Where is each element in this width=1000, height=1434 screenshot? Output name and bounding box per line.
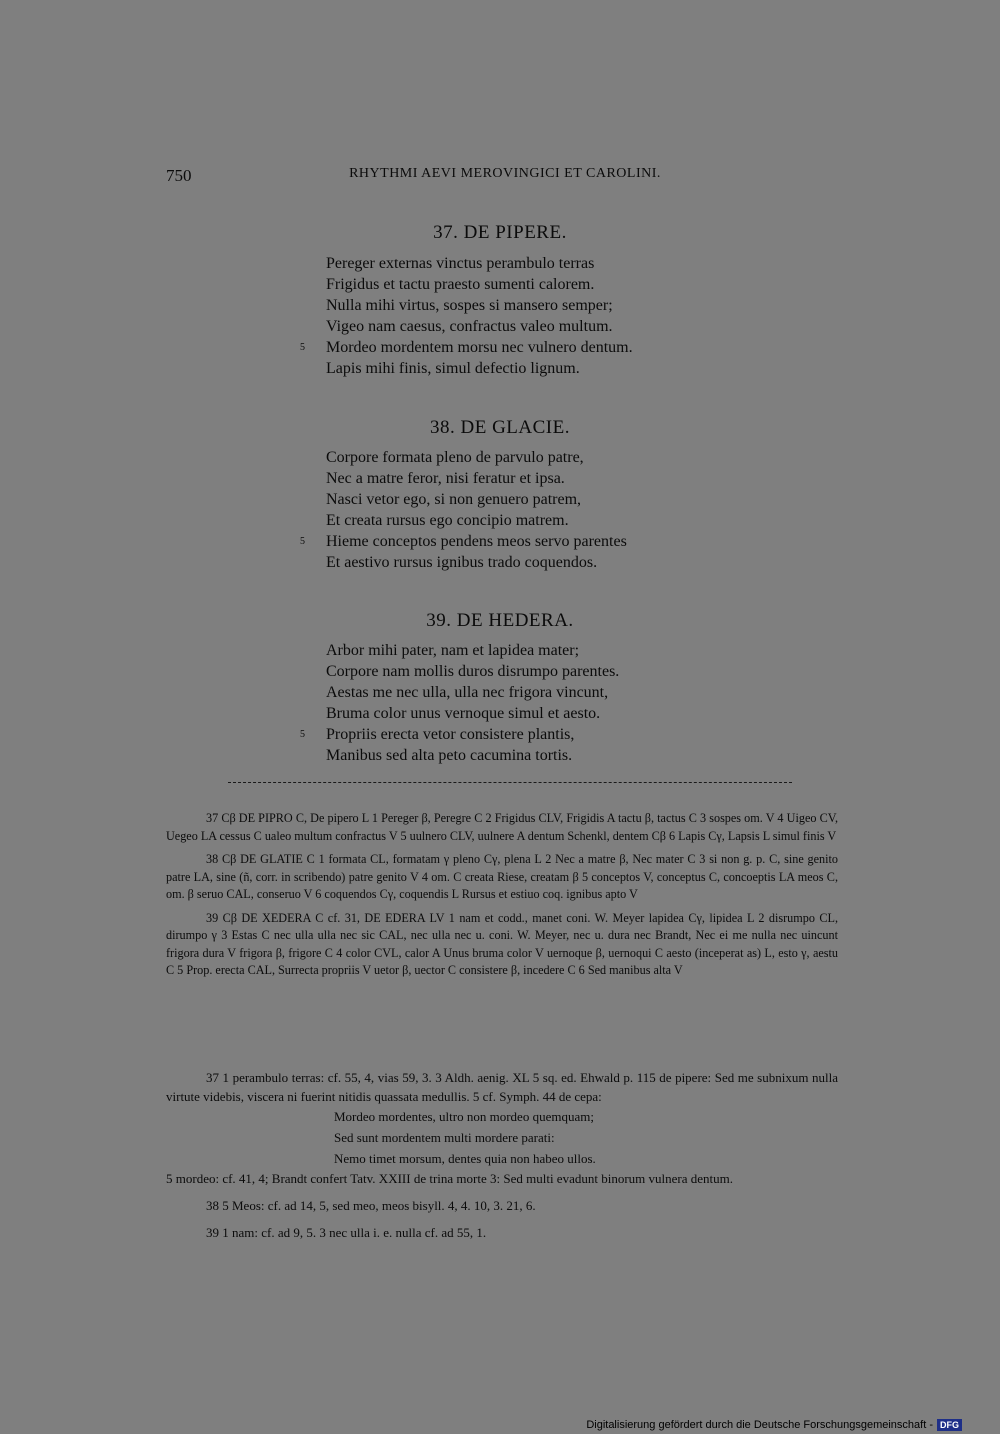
verse-line: Aestas me nec ulla, ulla nec frigora vincunt,: [326, 684, 609, 701]
quote-line: Sed sunt mordentem multi mordere parati:: [334, 1130, 555, 1145]
note-39: 39 1 nam: cf. ad 9, 5. 3 nec ulla i. e. nulla cf. ad 55, 1.: [206, 1225, 487, 1240]
verse-line: Bruma color unus vernoque simul et aesto.: [326, 705, 601, 722]
line-number: 5: [300, 729, 305, 740]
verse-line: Lapis mihi finis, simul defectio lignum.: [326, 360, 580, 377]
note-37-line5: 5 mordeo: cf. 41, 4; Brandt confert Tatv. XXIII de trina morte 3: Sed multi evadunt binorum vulnera dentum.: [166, 1171, 733, 1186]
line-number: 5: [300, 342, 305, 353]
verse-line: Nasci vetor ego, si non genuero patrem,: [326, 491, 582, 508]
apparatus-39: 39 Cβ DE XEDERA C cf. 31, DE EDERA LV 1 nam et codd., manet coni. W. Meyer lapidea Cγ, lipidea L 2 disrumpo CL, dirumpo γ 3 Estas C nec ulla ulla nec sic CAL, nec ulla nec u. coni. W. Meyer, nec u. dura nec Brandt, Nec ei me nulla nec uincunt frigora dura V frigora β, frigore C 4 color CVL, calor A Unus bruma color V uernoque β, uernoqui C aesto (inceperat as) L, esto γ, aestu C 5 Prop. erecta CAL, Surrecta propriis V uetor β, uector C consistere β, incedere C 6 Sed manibus alta V: [166, 910, 838, 977]
verse-line: Pereger externas vinctus perambulo terras: [326, 255, 595, 272]
verse-text: Mordeo mordentem morsu nec vulnero dentum.: [326, 339, 633, 356]
verse-line: Corpore nam mollis duros disrumpo parentes.: [326, 663, 620, 680]
dfg-logo: DFG: [937, 1419, 962, 1431]
verse-text: Hieme conceptos pendens meos servo parentes: [326, 533, 627, 550]
poem-verses-39: [300, 640, 746, 766]
line-number: 5: [300, 536, 305, 547]
critical-apparatus: [166, 810, 838, 980]
note-38: 38 5 Meos: cf. ad 14, 5, sed meo, meos bisyll. 4, 4. 10, 3. 21, 6.: [206, 1198, 536, 1213]
verse-line: Corpore formata pleno de parvulo patre,: [326, 449, 584, 466]
apparatus-38: 38 Cβ DE GLATIE C 1 formata CL, formatam γ pleno Cγ, plena L 2 Nec a matre β, Nec mater C 3 si non g. p. C, sine genito patre LA, sine (ñ, corr. in scribendo) patre genito V 4 om. C creata Riese, creatam β 5 conceptos V, conceptus C, concoeptis LA meos C, om. β seruo CAL, conseruo V 6 coquendos Cγ, coquendis L Rursus et estiuo coq. ignibus apto V: [166, 852, 838, 901]
poem-title-39: 39. DE HEDERA.: [426, 610, 574, 631]
poem-verses-38: [300, 447, 746, 573]
footnote-divider: [228, 782, 792, 783]
verse-line: Frigidus et tactu praesto sumenti calorem.: [326, 276, 595, 293]
verse-line: Nec a matre feror, nisi feratur et ipsa.: [326, 470, 565, 487]
commentary-notes: [166, 1068, 838, 1242]
poem-title-38: 38. DE GLACIE.: [430, 417, 570, 438]
verse-line: [300, 531, 746, 552]
quote-line: Nemo timet morsum, dentes quia non habeo ullos.: [334, 1151, 596, 1166]
apparatus-37: 37 Cβ DE PIPRO C, De pipero L 1 Pereger β, Peregre C 2 Frigidus CLV, Frigidis A tactu β, tactus C 3 sospes om. V 4 Uigeo CV, Uegeo LA cessus C ualeo multum confractus V 5 uulnero CLV, uulnere A dentum Schenkl, dentem Cβ 6 Lapis Cγ, Lapsis L simul finis V: [166, 811, 838, 843]
verse-line: Nulla mihi virtus, sospes si mansero semper;: [326, 297, 613, 314]
digitization-text: Digitalisierung gefördert durch die Deutsche Forschungsgemeinschaft -: [586, 1419, 933, 1431]
page-number: 750: [166, 166, 192, 185]
verse-line: [300, 337, 746, 358]
verse-line: Et creata rursus ego concipio matrem.: [326, 512, 569, 529]
verse-text: Propriis erecta vetor consistere plantis,: [326, 726, 575, 743]
verse-line: Arbor mihi pater, nam et lapidea mater;: [326, 642, 580, 659]
verse-line: Et aestivo rursus ignibus trado coquendos.: [326, 554, 598, 571]
verse-line: [300, 724, 746, 745]
verse-line: Manibus sed alta peto cacumina tortis.: [326, 747, 573, 764]
poem-verses-37: [300, 253, 746, 379]
poem-title-37: 37. DE PIPERE.: [433, 222, 567, 243]
digitization-credit: [586, 1418, 962, 1432]
quote-line: Mordeo mordentes, ultro non mordeo quemquam;: [334, 1109, 594, 1124]
running-head: RHYTHMI AEVI MEROVINGICI ET CAROLINI.: [349, 166, 661, 181]
verse-line: Vigeo nam caesus, confractus valeo multum.: [326, 318, 613, 335]
note-37: 37 1 perambulo terras: cf. 55, 4, vias 59, 3. 3 Aldh. aenig. XL 5 sq. ed. Ehwald p. 115 de pipere: Sed me subnixum nulla virtute videbis, viscera ni fuerint nitidis quassata medullis. 5 cf. Symph. 44 de cepa:: [166, 1070, 838, 1104]
